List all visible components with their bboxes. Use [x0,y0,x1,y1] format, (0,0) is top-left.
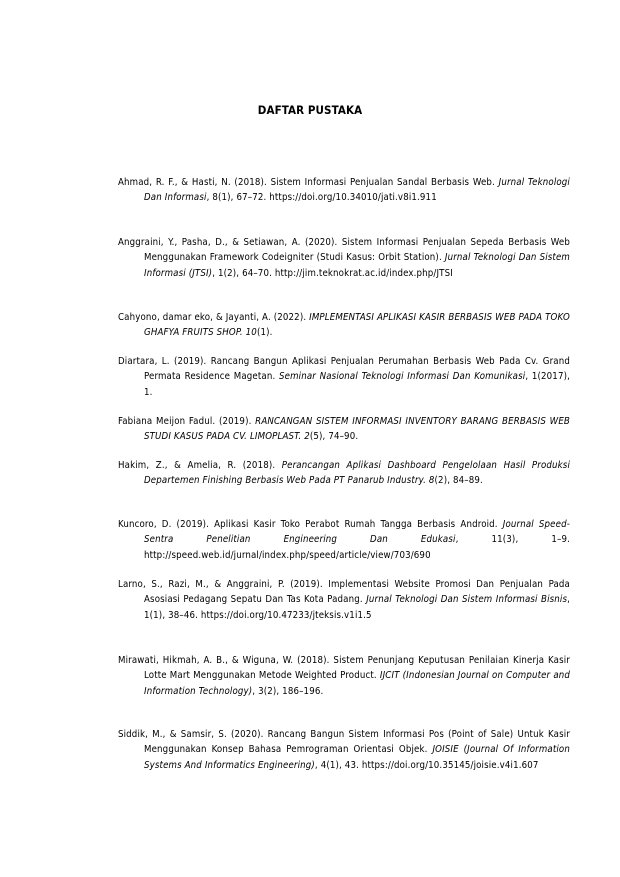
reference-entry [118,653,570,699]
reference-entry [118,727,570,773]
reference-text: , 3(2), 186–196. [252,685,324,697]
reference-italic: RANCANGAN SISTEM INFORMASI INVENTORY BARANG BERBASIS WEB STUDI KASUS PADA CV. LIMOPLAST. 2 [144,416,570,443]
reference-text: Fabiana Meijon Fadul. (2019). [118,416,256,427]
reference-entry [118,458,570,489]
reference-italic: Jurnal Teknologi Dan Informasi [144,177,570,204]
reference-text: Ahmad, R. F., & Hasti, N. (2018). Sistem Informasi Penjualan Sandal Berbasis Web. [118,177,499,188]
reference-text: , 1(2017), 1. [144,371,570,398]
reference-text: , 1(2), 64–70. http://jim.teknokrat.ac.id/index.php/JTSI [212,267,453,279]
reference-text: Siddik, M., & Samsir, S. (2020). Rancang Bangun Sistem Informasi Pos (Point of Sale) Untuk Kasir Menggunakan Konsep Bahasa Pemrograman Orientasi Objek. [118,729,570,756]
reference-text: Anggraini, Y., Pasha, D., & Setiawan, A. (2020). Sistem Informasi Penjualan Sepeda Berbasis Web Menggunakan Framework Codeigniter (Studi Kasus: Orbit Station). [118,237,570,264]
reference-italic: Journal Speed-Sentra Penelitian Engineering Dan Edukasi [144,519,570,546]
reference-italic: JOISIE (Journal Of Information Systems And Informatics Engineering) [144,744,570,771]
reference-text: (2), 84–89. [434,475,483,487]
reference-text: , 11(3), 1–9. http://speed.web.id/jurnal/index.php/speed/article/view/703/690 [144,534,571,561]
reference-entry [118,414,570,445]
reference-italic: IJCIT (Indonesian Journal on Computer and Information Technology) [144,670,571,697]
reference-entry [118,310,570,341]
reference-text: Larno, S., Razi, M., & Anggraini, P. (2019). Implementasi Website Promosi Dan Penjualan Pada Asosiasi Pedagang Sepatu Dan Tas Kota Padang. [118,579,570,606]
reference-text: (5), 74–90. [309,431,359,443]
reference-text: Kuncoro, D. (2019). Aplikasi Kasir Toko Perabot Rumah Tangga Berbasis Android. [118,519,503,530]
reference-text: , 8(1), 67–72. https://doi.org/10.34010/jati.v8i1.911 [206,192,437,204]
reference-italic: Jurnal Teknologi Dan Sistem Informasi Bisnis [366,594,568,606]
reference-italic: Perancangan Aplikasi Dashboard Pengelolaan Hasil Produksi Departemen Finishing Berbasis Web Pada PT Panarub Industry. 8 [144,460,570,487]
reference-entry [118,354,570,400]
reference-italic: Jurnal Teknologi Dan Sistem Informasi (JTSI) [144,252,570,279]
page-title: DAFTAR PUSTAKA [257,103,363,117]
reference-text: Hakim, Z., & Amelia, R. (2018). [118,460,282,471]
reference-italic: IMPLEMENTASI APLIKASI KASIR BERBASIS WEB PADA TOKO GHAFYA FRUITS SHOP. 10 [144,312,570,339]
reference-text: , 4(1), 43. https://doi.org/10.35145/joisie.v4i1.607 [314,759,539,771]
reference-text: Mirawati, Hikmah, A. B., & Wiguna, W. (2018). Sistem Penunjang Keputusan Penilaian Kinerja Kasir Lotte Mart Menggunakan Metode Weighted Product. [118,655,570,682]
reference-text: , 1(1), 38–46. https://doi.org/10.47233/jteksis.v1i1.5 [144,594,571,621]
reference-entry [118,235,570,281]
reference-text: (1). [256,327,273,339]
reference-entry [118,175,570,206]
reference-text: Cahyono, damar eko, & Jayanti, A. (2022). [118,312,310,323]
reference-text: Diartara, L. (2019). Rancang Bangun Aplikasi Penjualan Perumahan Berbasis Web Pada Cv. Grand Permata Residence Magetan. [118,356,570,383]
reference-entry [118,517,570,563]
reference-italic: Seminar Nasional Teknologi Informasi Dan Komunikasi [279,371,526,383]
reference-entry [118,577,570,623]
